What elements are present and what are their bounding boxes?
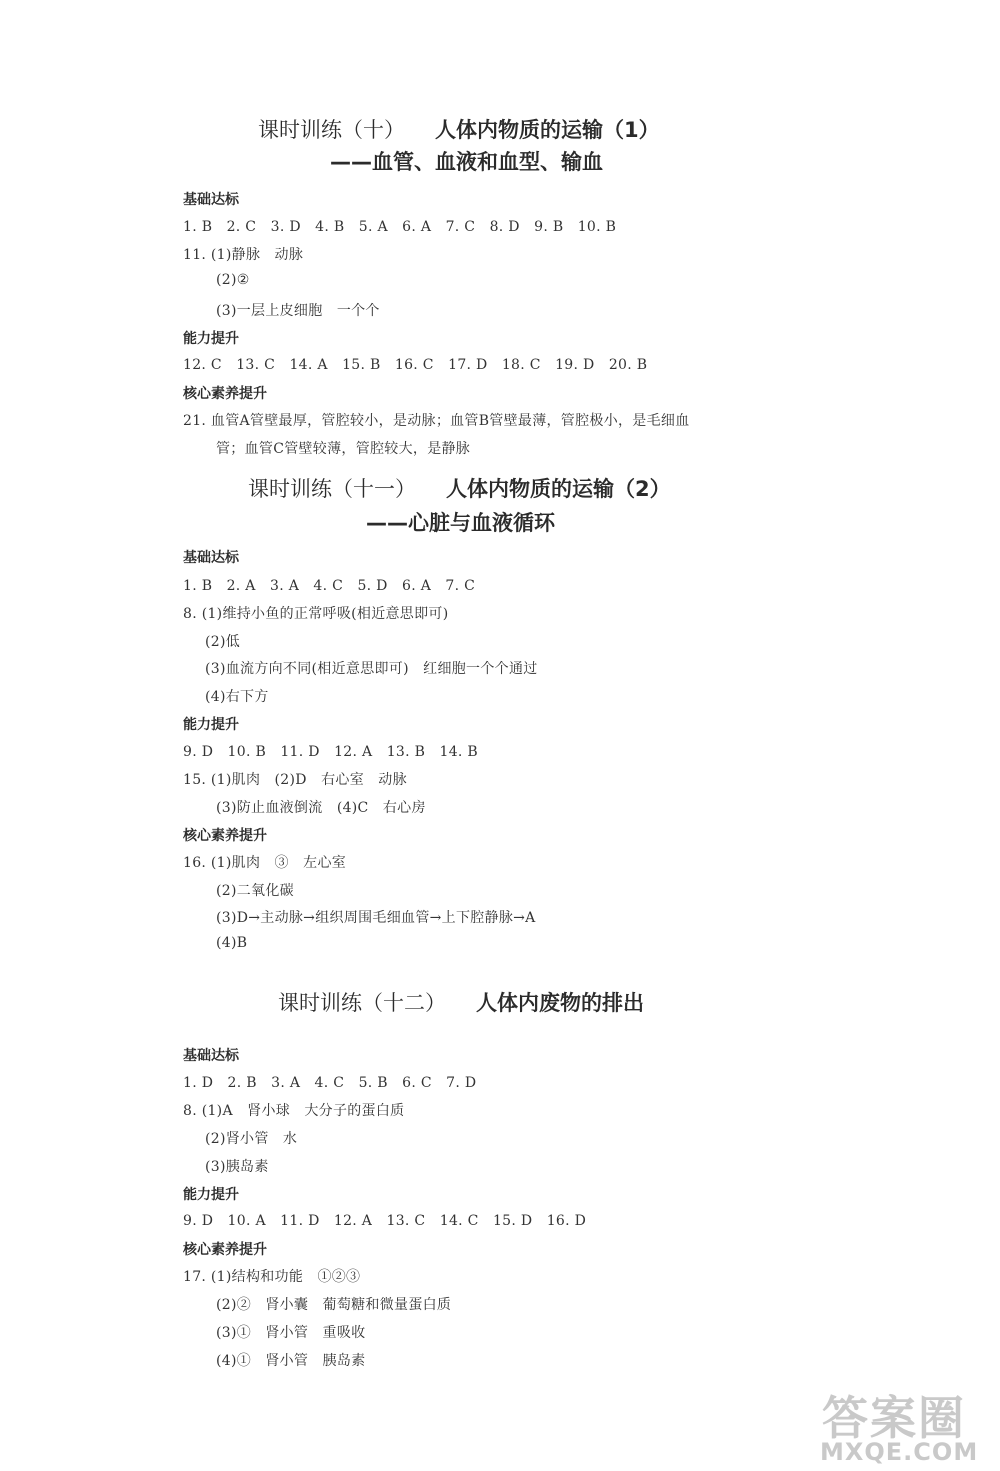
- answer-line: 8. (1)A 肾小球 大分子的蛋白质: [183, 1103, 405, 1119]
- lesson-11-title-main: 人体内物质的运输（2）: [446, 477, 671, 501]
- answer-line: (2)肾小管 水: [205, 1131, 298, 1147]
- answer-line: 1. D 2. B 3. A 4. C 5. B 6. C 7. D: [183, 1075, 477, 1091]
- lesson-12-title-lead: 课时训练（十二）: [278, 991, 446, 1015]
- answer-line: (3)① 肾小管 重吸收: [216, 1325, 366, 1341]
- answer-line: 16. (1)肌肉 ③ 左心室: [183, 855, 347, 871]
- lesson-11-title: [248, 473, 671, 503]
- answer-line: (3)胰岛素: [205, 1159, 269, 1175]
- answer-line: 11. (1)静脉 动脉: [183, 247, 304, 263]
- answer-line: 1. B 2. C 3. D 4. B 5. A 6. A 7. C 8. D 9. B 10. B: [183, 219, 617, 235]
- answer-line: 9. D 10. B 11. D 12. A 13. B 14. B: [183, 744, 479, 760]
- lesson-10-title: [258, 114, 660, 144]
- answer-line: (3)防止血液倒流 (4)C 右心房: [216, 800, 426, 816]
- lesson-10-core-heading: 核心素养提升: [183, 386, 267, 402]
- lesson-11-subtitle: ——心脏与血液循环: [366, 511, 555, 535]
- answer-line: (2)② 肾小囊 葡萄糖和微量蛋白质: [216, 1297, 452, 1313]
- answer-line: (2)低: [205, 634, 241, 650]
- answer-line: (4)B: [216, 935, 248, 951]
- answer-line: (3)一层上皮细胞 一个个: [216, 303, 380, 319]
- answer-line: 管；血管C管壁较薄，管腔较大，是静脉: [216, 441, 471, 457]
- lesson-10-ability-heading: 能力提升: [183, 331, 239, 347]
- lesson-10-title-lead: 课时训练（十）: [258, 118, 405, 142]
- lesson-11-basic-heading: 基础达标: [183, 550, 239, 566]
- answer-line: (2)二氧化碳: [216, 883, 294, 899]
- lesson-12-title-main: 人体内废物的排出: [476, 991, 644, 1015]
- lesson-12-ability-heading: 能力提升: [183, 1187, 239, 1203]
- answer-line: 21. 血管A管壁最厚，管腔较小，是动脉；血管B管壁最薄，管腔极小，是毛细血: [183, 413, 690, 429]
- answer-line: (2)②: [216, 272, 250, 288]
- lesson-10-subtitle: ——血管、血液和血型、输血: [330, 150, 603, 174]
- lesson-11-title-lead: 课时训练（十一）: [248, 477, 416, 501]
- lesson-10-title-main: 人体内物质的运输（1）: [435, 118, 660, 142]
- answer-line: 1. B 2. A 3. A 4. C 5. D 6. A 7. C: [183, 578, 476, 594]
- answer-line: (4)① 肾小管 胰岛素: [216, 1353, 366, 1369]
- lesson-12-basic-heading: 基础达标: [183, 1048, 239, 1064]
- lesson-11-ability-heading: 能力提升: [183, 717, 239, 733]
- lesson-11-core-heading: 核心素养提升: [183, 828, 267, 844]
- lesson-12-core-heading: 核心素养提升: [183, 1242, 267, 1258]
- watermark-logo: 答案圈: [822, 1391, 966, 1445]
- answer-line: (4)右下方: [205, 689, 269, 705]
- answer-line: 12. C 13. C 14. A 15. B 16. C 17. D 18. C 19. D 20. B: [183, 357, 648, 373]
- answer-line: (3)D→主动脉→组织周围毛细血管→上下腔静脉→A: [216, 910, 536, 926]
- answer-line: 17. (1)结构和功能 ①②③: [183, 1269, 361, 1285]
- watermark-url: MXQE.COM: [820, 1438, 979, 1466]
- answer-line: 8. (1)维持小鱼的正常呼吸(相近意思即可): [183, 606, 449, 622]
- answer-line: 15. (1)肌肉 (2)D 右心室 动脉: [183, 772, 407, 788]
- lesson-10-basic-heading: 基础达标: [183, 192, 239, 208]
- answer-line: 9. D 10. A 11. D 12. A 13. C 14. C 15. D 16. D: [183, 1213, 587, 1229]
- lesson-12-title: [278, 987, 644, 1017]
- answer-line: (3)血流方向不同(相近意思即可) 红细胞一个个通过: [205, 661, 538, 677]
